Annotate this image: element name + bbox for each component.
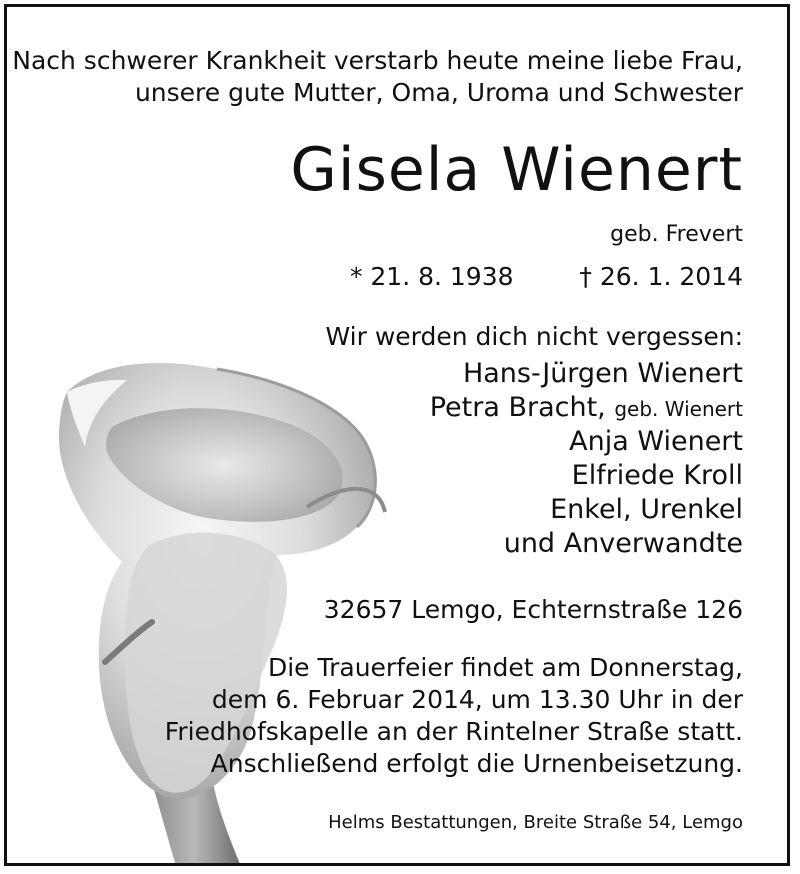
mourning-intro: Wir werden dich nicht vergessen: <box>325 322 743 351</box>
intro-line: Nach schwerer Krankheit verstarb heute meine liebe Frau, <box>12 46 743 75</box>
mourner-line <box>430 391 743 426</box>
death-date: † 26. 1. 2014 <box>579 262 743 291</box>
funeral-line: Anschließend erfolgt die Urnenbeisetzung. <box>210 749 743 778</box>
mourner-line <box>569 425 743 459</box>
mourner-line <box>550 493 743 527</box>
birth-date: * 21. 8. 1938 <box>349 262 514 291</box>
mourner-name: Anja Wienert <box>569 426 743 457</box>
life-dates <box>350 262 743 291</box>
obituary-frame <box>4 4 790 866</box>
funeral-line: Friedhofskapelle an der Rintelner Straße statt. <box>164 717 743 746</box>
family-address: 32657 Lemgo, Echternstraße 126 <box>323 595 743 624</box>
mourner-name: und Anverwandte <box>503 528 743 559</box>
mourner-note: geb. Wienert <box>614 397 743 421</box>
deceased-name: Gisela Wienert <box>290 135 743 205</box>
intro-line: unsere gute Mutter, Oma, Uroma und Schwester <box>134 78 743 107</box>
mourner-line <box>463 357 743 391</box>
mourner-name: Hans-Jürgen Wienert <box>462 358 743 389</box>
funeral-line: Die Trauerfeier findet am Donnerstag, <box>267 653 743 682</box>
funeral-line: dem 6. Februar 2014, um 13.30 Uhr in der <box>211 685 743 714</box>
mourner-line <box>572 459 743 493</box>
undertaker-info: Helms Bestattungen, Breite Straße 54, Lemgo <box>328 812 743 833</box>
mourner-line <box>504 527 743 561</box>
mourner-name: Enkel, Urenkel <box>550 494 743 525</box>
maiden-name: geb. Frevert <box>610 222 743 247</box>
mourner-name: Elfriede Kroll <box>571 460 743 491</box>
mourner-name: Petra Bracht, <box>429 392 606 423</box>
